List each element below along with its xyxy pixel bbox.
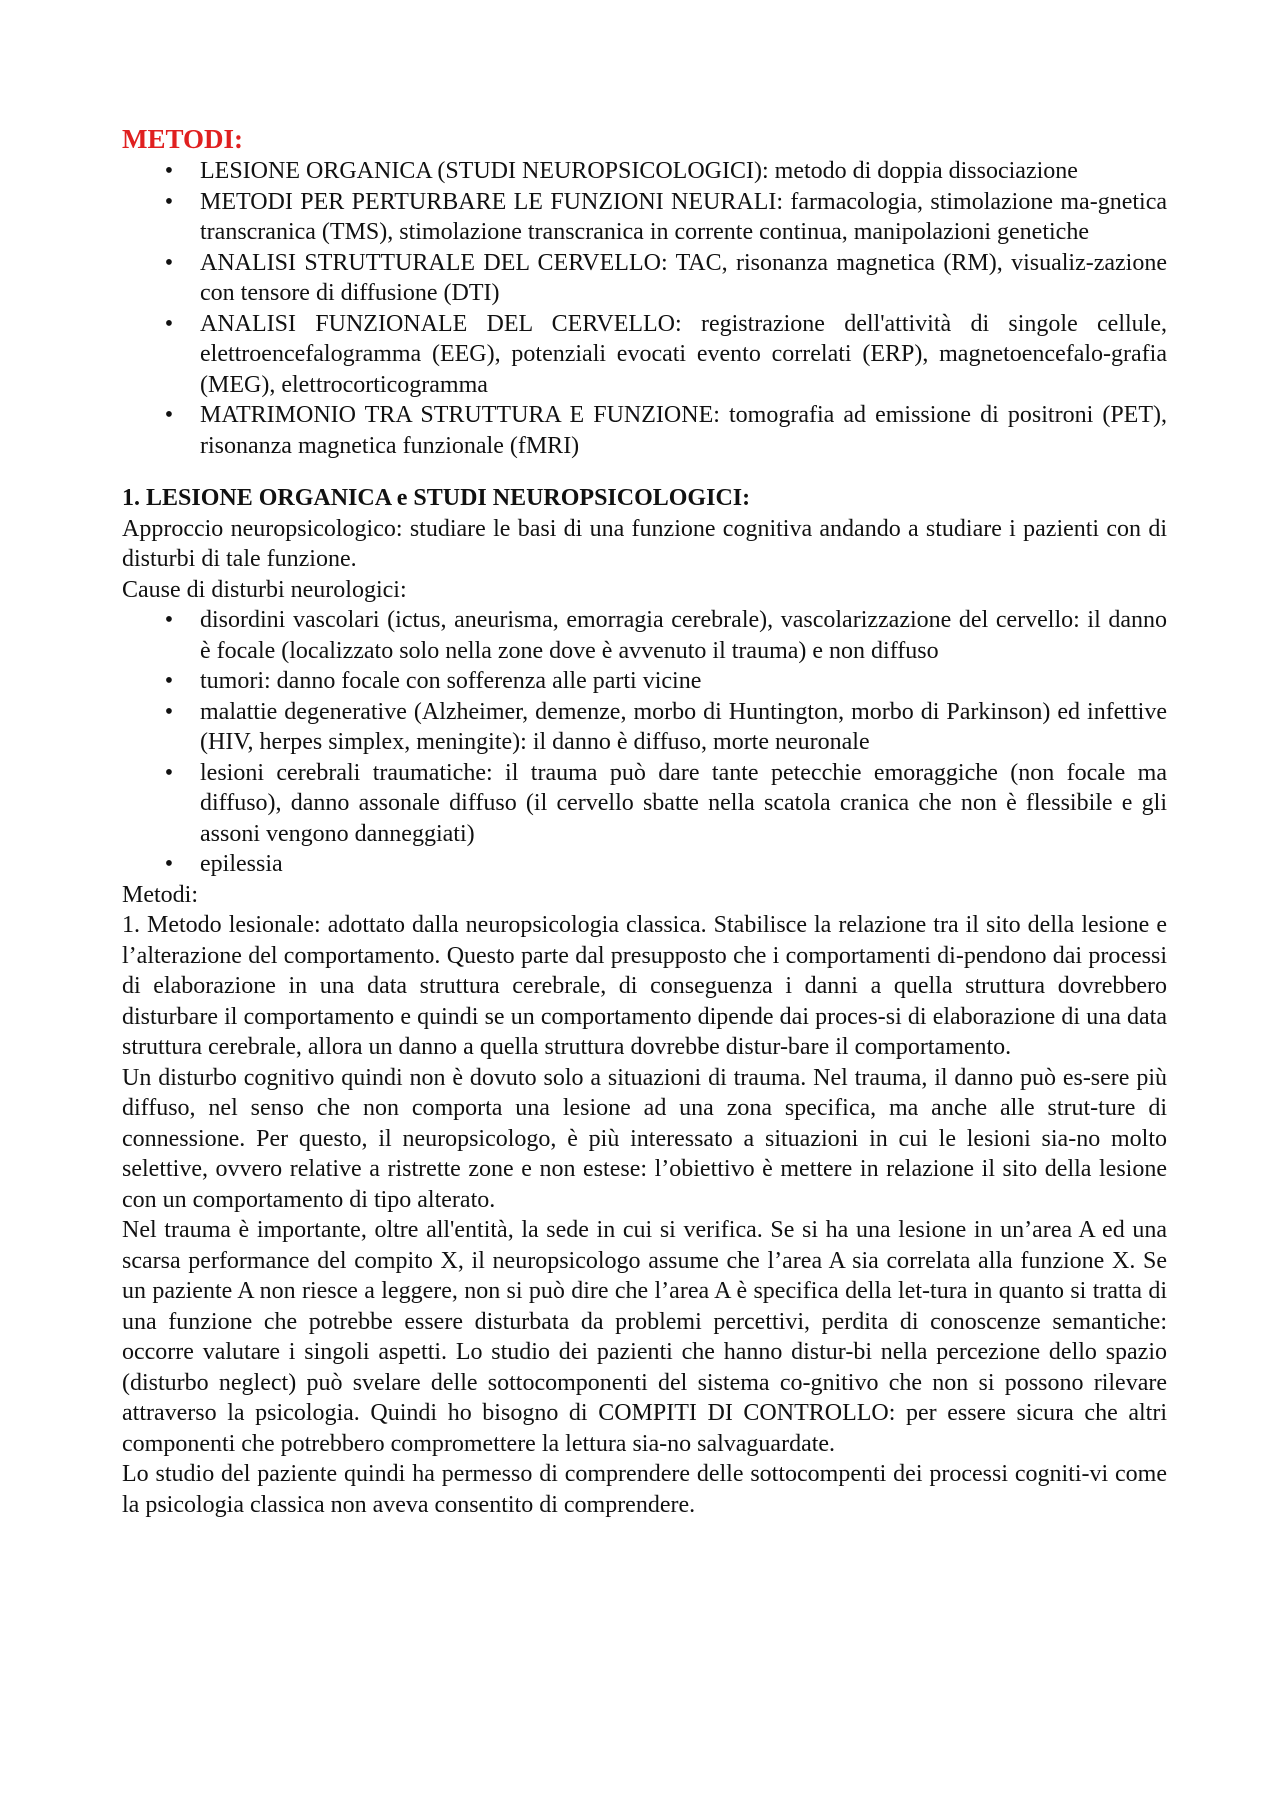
list-item (164, 849, 1167, 880)
causes-intro: Cause di disturbi neurologici: (122, 576, 407, 603)
bullet-icon: • (164, 759, 174, 786)
bullet-icon: • (164, 249, 174, 276)
list-item (164, 309, 1167, 401)
paragraph-conclusion: Lo studio del paziente quindi ha permesso di comprendere delle sottocompenti dei processi cogniti-vi come la psicologia classica non aveva consentito di comprendere. (122, 1461, 1167, 1518)
list-item-text: disordini vascolari (ictus, aneurisma, emorragia cerebrale), vascolarizzazione del cervello: il danno è focale (localizzato solo nella zone dove è avvenuto il trauma) e non diffuso (200, 607, 1167, 664)
bullet-icon: • (164, 158, 174, 184)
list-item-text: ANALISI FUNZIONALE DEL CERVELLO: registrazione dell'attività di singole cellule, elettroencefalogramma (EEG), potenziali evocati evento correlati (ERP), magnetoencefalo-grafia (MEG), elettrocorticogramma (200, 310, 1167, 398)
list-item-text: lesioni cerebrali traumatiche: il trauma può dare tante petecchie emoraggiche (non focale ma diffuso), danno assonale diffuso (il cervello sbatte nella scatola cranica che non è flessibile e gli assoni vengono danneggiati) (200, 759, 1167, 847)
list-item (164, 666, 1167, 697)
paragraph-trauma: Un disturbo cognitivo quindi non è dovuto solo a situazioni di trauma. Nel trauma, il danno può es-sere più diffuso, nel senso che non comporta una lesione ad una zona specifica, ma anche alle strut-ture di connessione. Per questo, il neuropsicologo, è più interessato a situazioni in cui le lesioni sia-no molto selettive, ovvero relative a ristrette zone e non estese: l’obiettivo è mettere in relazione il sito della lesione con un comportamento di tipo alterato. (122, 1064, 1167, 1213)
list-item (164, 156, 1167, 187)
page-title: METODI: (122, 124, 244, 154)
list-item (164, 400, 1167, 461)
bullet-icon: • (164, 698, 174, 725)
paragraph-entity: Nel trauma è importante, oltre all'entità, la sede in cui si verifica. Se si ha una lesione in un’area A ed una scarsa performance del compito X, il neuropsicologo assume che l’area A sia correlata alla funzione X. Se un paziente A non riesce a leggere, non si può dire che l’area A è specifica della let-tura in quanto si tratta di una funzione che potrebbe essere disturbata da problemi percettivi, perdita di conoscenze semantiche: occorre valutare i singoli aspetti. Lo studio dei pazienti che hanno distur-bi nella percezione dello spazio (disturbo neglect) può svelare delle sottocomponenti del sistema co-gnitivo che non si possono rilevare attraverso la psicologia. Quindi ho bisogno di COMPITI DI CONTROLLO: per essere sicura che altri componenti che potrebbero compromettere la lettura sia-no salvaguardate. (122, 1217, 1167, 1457)
page-content (122, 122, 1167, 1520)
bullet-icon: • (164, 607, 174, 633)
list-item (164, 697, 1167, 758)
list-item (164, 758, 1167, 850)
methods-label: Metodi: (122, 881, 198, 908)
bullet-icon: • (164, 668, 174, 694)
list-item-text: malattie degenerative (Alzheimer, demenze, morbo di Huntington, morbo di Parkinson) ed infettive (HIV, herpes simplex, meningite): il danno è diffuso, morte neuronale (200, 698, 1167, 755)
causes-list (122, 605, 1167, 880)
paragraph-lesional: 1. Metodo lesionale: adottato dalla neuropsicologia classica. Stabilisce la relazione tra il sito della lesione e l’alterazione del comportamento. Questo parte dal presupposto che i comportamenti di-pendono dai processi di elaborazione in una data struttura cerebrale, di conseguenza i danni a quella struttura dovrebbero disturbare il comportamento e quindi se un comportamento dipende dai proces-si di elaborazione di una data struttura cerebrale, allora un danno a quella struttura dovrebbe distur-bare il comportamento. (122, 912, 1167, 1060)
approach-paragraph: Approccio neuropsicologico: studiare le basi di una funzione cognitiva andando a studiare i pazienti con di disturbi di tale funzione. (122, 515, 1167, 572)
bullet-icon: • (164, 851, 174, 877)
section-heading: 1. LESIONE ORGANICA e STUDI NEUROPSICOLOGICI: (122, 485, 751, 511)
bullet-icon: • (164, 402, 174, 428)
list-item (164, 248, 1167, 309)
bullet-icon: • (164, 188, 174, 215)
list-item-text: METODI PER PERTURBARE LE FUNZIONI NEURALI: farmacologia, stimolazione ma-gnetica transcranica (TMS), stimolazione transcranica in corrente continua, manipolazioni genetiche (200, 188, 1167, 245)
list-item-text: tumori: danno focale con sofferenza alle parti vicine (200, 668, 702, 694)
list-item-text: epilessia (200, 851, 283, 877)
list-item-text: MATRIMONIO TRA STRUTTURA E FUNZIONE: tomografia ad emissione di positroni (PET), risonanza magnetica funzionale (fMRI) (200, 402, 1167, 459)
list-item (164, 187, 1167, 248)
list-item-text: LESIONE ORGANICA (STUDI NEUROPSICOLOGICI): metodo di doppia dissociazione (200, 158, 1078, 184)
list-item (164, 605, 1167, 666)
list-item-text: ANALISI STRUTTURALE DEL CERVELLO: TAC, risonanza magnetica (RM), visualiz-zazione con tensore di diffusione (DTI) (200, 249, 1167, 306)
bullet-icon: • (164, 310, 174, 337)
methods-list (122, 156, 1167, 461)
